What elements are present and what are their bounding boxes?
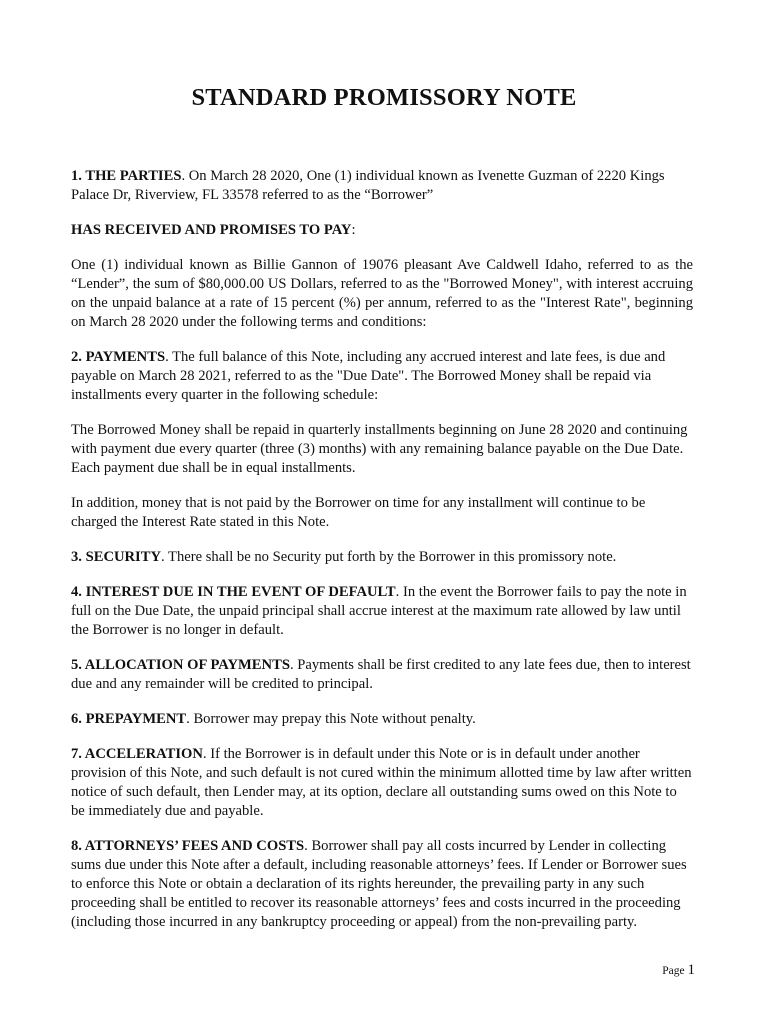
section-security xyxy=(71,548,693,567)
document-body xyxy=(71,167,693,948)
section-allocation xyxy=(71,656,693,694)
section-text: . On March 28 2020, One (1) individual known as Ivenette Guzman of 2220 Kings Palace Dr, Riverview, FL 33578 referred to as the “Borrower” xyxy=(71,168,665,203)
section-promise-to-pay xyxy=(71,221,693,240)
section-heading: 5. ALLOCATION OF PAYMENTS xyxy=(71,657,290,673)
paragraph-lender: One (1) individual known as Billie Gannon of 19076 pleasant Ave Caldwell Idaho, referred to as the “Lender”, the sum of $80,000.00 US Dollars, referred to as the "Borrowed Money", with interest accruing on the unpaid balance at a rate of 15 percent (%) per annum, referred to as the "Interest Rate", beginning on March 28 2020 under the following terms and conditions: xyxy=(71,257,693,330)
section-heading: HAS RECEIVED AND PROMISES TO PAY xyxy=(71,222,352,238)
section-text: . If the Borrower is in default under this Note or is in default under another provision of this Note, and such default is not cured within the minimum allotted time by law after written notice of such default, then Lender may, at its option, declare all outstanding sums owed on this Note to be immediately due and payable. xyxy=(71,746,692,819)
section-heading: 3. SECURITY xyxy=(71,549,162,565)
section-payments xyxy=(71,348,693,405)
section-heading: 8. ATTORNEYS’ FEES AND COSTS xyxy=(71,838,305,854)
paragraph-late-payment: In addition, money that is not paid by the Borrower on time for any installment will continue to be charged the Interest Rate stated in this Note. xyxy=(71,495,646,530)
paragraph-schedule: The Borrowed Money shall be repaid in quarterly installments beginning on June 28 2020 and continuing with payment due every quarter (three (3) months) with any remaining balance payable on the Due Date. Each payment due shall be in equal installments. xyxy=(71,422,688,476)
section-heading: 1. THE PARTIES xyxy=(71,168,182,184)
section-heading: 7. ACCELERATION xyxy=(71,746,203,762)
section-text: . Borrower may prepay this Note without penalty. xyxy=(186,711,476,727)
page-label: Page xyxy=(662,965,685,977)
section-interest-default xyxy=(71,583,693,640)
section-text: . In the event the Borrower fails to pay the note in full on the Due Date, the unpaid principal shall accrue interest at the maximum rate allowed by law until the Borrower is no longer in default. xyxy=(71,584,687,638)
page-footer xyxy=(662,962,695,979)
document-title: STANDARD PROMISSORY NOTE xyxy=(191,84,577,111)
section-heading: 2. PAYMENTS xyxy=(71,349,166,365)
page-number: 1 xyxy=(687,962,695,978)
section-text: : xyxy=(351,222,356,238)
section-text: . Borrower shall pay all costs incurred by Lender in collecting sums due under this Note after a default, including reasonable attorneys’ fees. If Lender or Borrower sues to enforce this Note or obtain a declaration of its rights hereunder, the prevailing party in any such proceeding shall be entitled to recover its reasonable attorneys’ fees and costs incurred in the proceeding (including those incurred in any bankruptcy proceeding or appeal) from the non-prevailing party. xyxy=(71,838,687,930)
section-heading: 4. INTEREST DUE IN THE EVENT OF DEFAULT xyxy=(71,584,396,600)
section-prepayment xyxy=(71,710,693,729)
section-text: . Payments shall be first credited to any late fees due, then to interest due and any remainder will be credited to principal. xyxy=(71,657,691,692)
section-heading: 6. PREPAYMENT xyxy=(71,711,187,727)
section-text: . There shall be no Security put forth by the Borrower in this promissory note. xyxy=(161,549,617,565)
section-attorneys-fees xyxy=(71,837,693,932)
section-acceleration xyxy=(71,745,693,821)
section-text: . The full balance of this Note, including any accrued interest and late fees, is due and payable on March 28 2021, referred to as the "Due Date". The Borrowed Money shall be repaid via installments every quarter in the following schedule: xyxy=(71,349,666,403)
section-parties xyxy=(71,167,693,205)
